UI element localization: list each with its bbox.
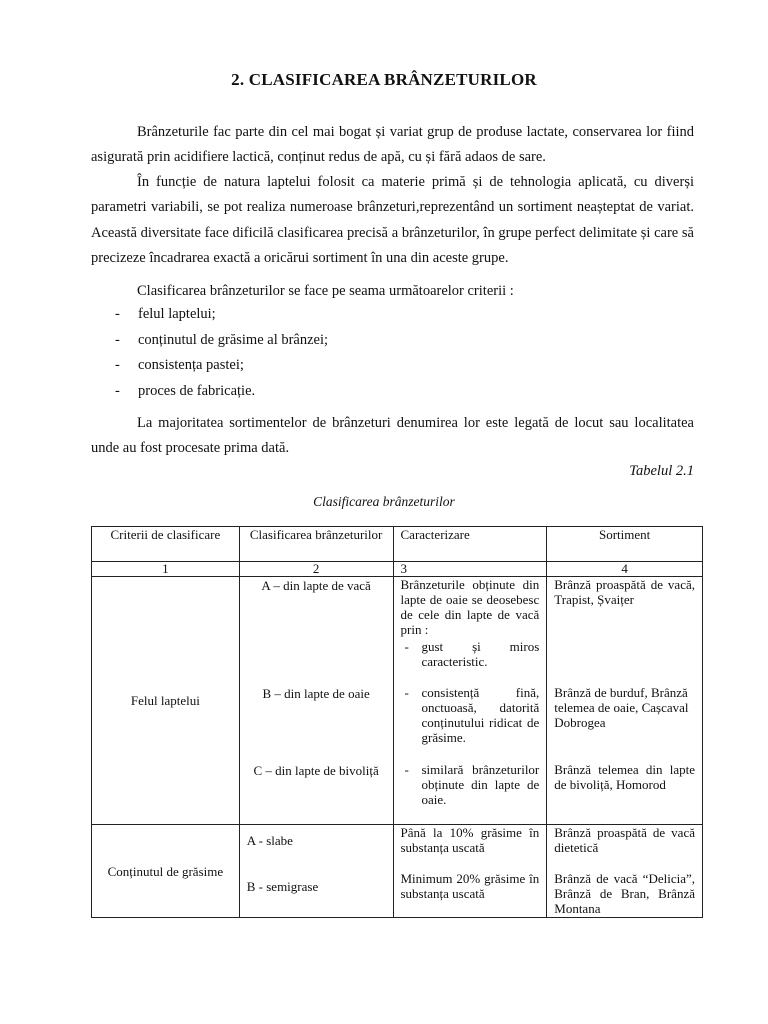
class-text: A – din lapte de vacă (261, 578, 371, 593)
header-cell: Criterii de clasificare (92, 527, 240, 562)
header-cell: Sortiment (547, 527, 703, 562)
section-title: 2. CLASIFICAREA BRÂNZETURILOR (231, 70, 537, 89)
table-caption: Clasificarea brânzeturilor (313, 494, 455, 509)
table-header-row (92, 527, 703, 562)
sortiment-text: Brânză de vacă “Delicia”, Brânză de Bran, Brânză Montana (554, 871, 695, 916)
sortiment-text: Brânză telemea din lapte de bivoliță, Homorod (554, 762, 695, 792)
class-cell (239, 825, 393, 918)
column-number: 3 (393, 562, 547, 577)
list-item: - conținutul de grăsime al brânzei; (115, 331, 329, 348)
column-number-row (92, 562, 703, 577)
sortiment-text: Brânză proaspătă de vacă dietetică (554, 825, 695, 855)
table-number: Tabelul 2.1 (629, 463, 694, 479)
paragraph-2: În funcție de natura laptelui folosit ca materie primă și de tehnologia aplicată, cu diverși parametri variabili, se pot realiza numeroase brânzeturi,reprezentând un sortiment neașteptat de variat. Această diversitate face dificilă clasificarea precisă a brânzeturilor, în grupe perfect delimitate și care să precizeze încadrarea exactă a oricărui sortiment în una din aceste grupe. (91, 174, 694, 266)
class-text: A - slabe (246, 833, 293, 848)
criteria-list (91, 302, 694, 404)
paragraph-1: Brânzeturile fac parte din cel mai bogat și variat grup de produse lactate, conservarea lor fiind asigurată prin acidifiere lactică, conținut redus de apă, cu și fără adaos de sare. (91, 124, 694, 166)
sortiment-text: Brânză proaspătă de vacă, Trapist, Șvaițer (554, 577, 695, 607)
criterion-cell: Conținutul de grăsime (92, 825, 240, 918)
header-cell: Clasificarea brânzeturilor (239, 527, 393, 562)
characterization-bullet: - consistență fină, onctuoasă, datorită conținutului ridicat de grăsime. (404, 685, 540, 745)
characterization-cell (393, 577, 547, 825)
characterization-bullet: - gust și miros caracteristic. (404, 639, 540, 669)
classification-table (91, 526, 703, 918)
column-number: 4 (547, 562, 703, 577)
paragraph-3: Clasificarea brânzeturilor se face pe seama următoarelor criterii : (137, 283, 514, 299)
characterization-cell (393, 825, 547, 918)
criterion-cell: Felul laptelui (92, 577, 240, 825)
list-item: - consistența pastei; (115, 357, 244, 373)
column-number: 2 (239, 562, 393, 577)
paragraph-4: La majoritatea sortimentelor de brânzeturi denumirea lor este legată de locut sau localitatea unde au fost procesate prima dată. (91, 415, 694, 457)
table-row (92, 825, 703, 918)
class-text: C – din lapte de bivoliță (253, 763, 379, 778)
characterization-intro: Brânzeturile obținute din lapte de oaie se deosebesc de cele din lapte de vacă prin : (400, 577, 540, 637)
column-number: 1 (92, 562, 240, 577)
sortiment-text: Brânză de burduf, Brânză telemea de oaie, Cașcaval Dobrogea (554, 685, 689, 730)
characterization-text: Minimum 20% grăsime în substanța uscată (400, 871, 540, 901)
list-item: - felul laptelui; (115, 306, 216, 322)
sortiment-cell (547, 825, 703, 918)
header-cell: Caracterizare (393, 527, 547, 562)
class-cell (239, 577, 393, 825)
list-item: - proces de fabricație. (115, 382, 256, 399)
class-text: B - semigrase (246, 879, 319, 894)
sortiment-cell (547, 577, 703, 825)
table-row (92, 577, 703, 825)
characterization-bullet: - similară brânzeturilor obținute din lapte de oaie. (404, 762, 540, 807)
characterization-text: Până la 10% grăsime în substanța uscată (400, 825, 540, 855)
class-text: B – din lapte de oaie (262, 686, 370, 701)
